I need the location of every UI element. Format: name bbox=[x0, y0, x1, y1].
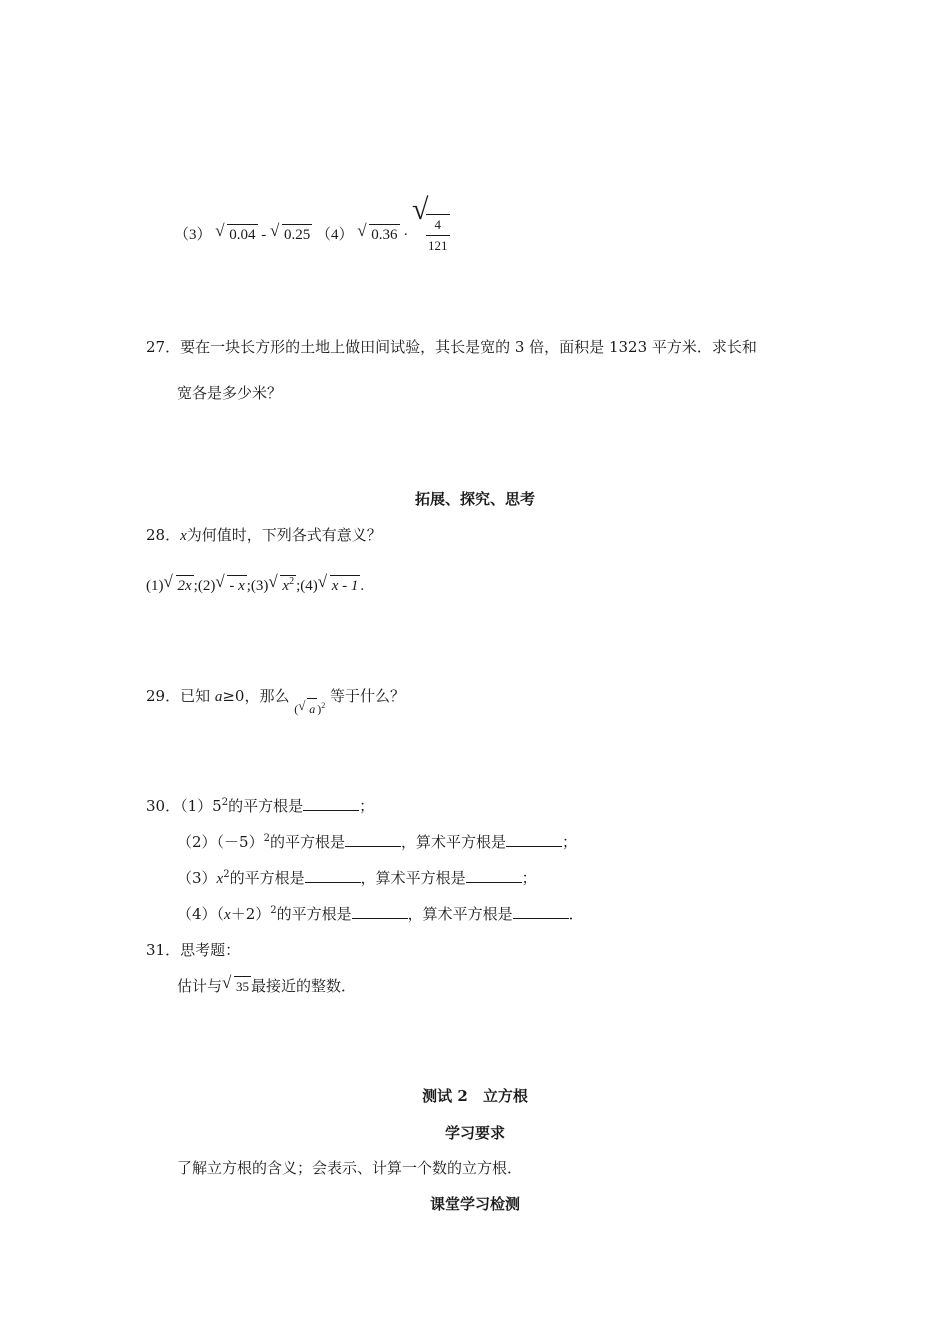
answer-blank[interactable] bbox=[506, 832, 562, 847]
section-heading-extend: 拓展、探究、思考 bbox=[414, 490, 535, 508]
answer-blank[interactable] bbox=[345, 832, 401, 847]
answer-blank[interactable] bbox=[352, 904, 408, 919]
classroom-check-title: 课堂学习检测 bbox=[429, 1195, 520, 1213]
q31-body: 估计与 √ 35 最接近的整数． bbox=[177, 973, 357, 995]
q26-part4-label: （4） bbox=[316, 226, 354, 243]
q30-line2: $(2)(-5)^2$的平方根是 ，算术平方根是 ； bbox=[177, 833, 578, 851]
q28-question: 28．x为何值时，下列各式有意义？ bbox=[146, 526, 382, 544]
q27-line2: 宽各是多少米？ bbox=[177, 384, 283, 402]
q31-title: 31．思考题： bbox=[146, 941, 241, 959]
learning-requirements-title: 学习要求 bbox=[444, 1124, 505, 1142]
sqrt-expression: √ 0.25 bbox=[270, 220, 311, 243]
learning-requirements-text: 了解立方根的含义；会表示、计算一个数的立方根． bbox=[177, 1159, 523, 1177]
answer-blank[interactable] bbox=[305, 868, 361, 883]
q27-line1: 27．要在一块长方形的土地上做田间试验，其长是宽的 3 倍，面积是 1323 平方米．求长和 bbox=[146, 338, 757, 356]
sqrt-a-squared: ( √ a )2 bbox=[294, 702, 325, 716]
sqrt-expression: √ 0.04 bbox=[215, 220, 256, 243]
q28-expressions: (1) √ 2x ;(2) √ - x ;(3) √ $x^2$ ;(4) √ x - 1 . bbox=[146, 572, 365, 594]
q26-part3-label: （3） bbox=[174, 226, 212, 243]
sqrt-expression: √ 2x bbox=[163, 572, 192, 594]
q30-line1: 30．$(1)5^2$的平方根是 ； bbox=[146, 797, 375, 815]
q30-line3: $(3)x^2$的平方根是 ，算术平方根是 ； bbox=[177, 869, 537, 887]
sqrt-expression: √ x - 1 bbox=[317, 572, 359, 594]
q29-question: 29．已知 a≥0，那么 $_{( √ a )^2}$ 等于什么？ bbox=[146, 686, 405, 707]
answer-blank[interactable] bbox=[513, 904, 569, 919]
test2-title: 测试 2 立方根 bbox=[422, 1087, 528, 1105]
q26-parts: （3） √ 0.04 - √ 0.25 （4） √ 0.36 · √ $\frac{4}{121}$ bbox=[174, 214, 450, 256]
sqrt-expression: √ - x bbox=[215, 572, 245, 594]
answer-blank[interactable] bbox=[466, 868, 522, 883]
answer-blank[interactable] bbox=[303, 796, 359, 811]
sqrt-fraction: √ $\frac{4}{121}$ bbox=[412, 214, 450, 256]
q30-line4: $(4)(x+2)^2$的平方根是 ，算术平方根是 ． bbox=[177, 905, 584, 923]
sqrt-expression: √ 35 bbox=[222, 976, 251, 997]
sqrt-expression: √ $x^2$ bbox=[268, 572, 295, 594]
sqrt-expression: √ 0.36 bbox=[357, 220, 398, 243]
